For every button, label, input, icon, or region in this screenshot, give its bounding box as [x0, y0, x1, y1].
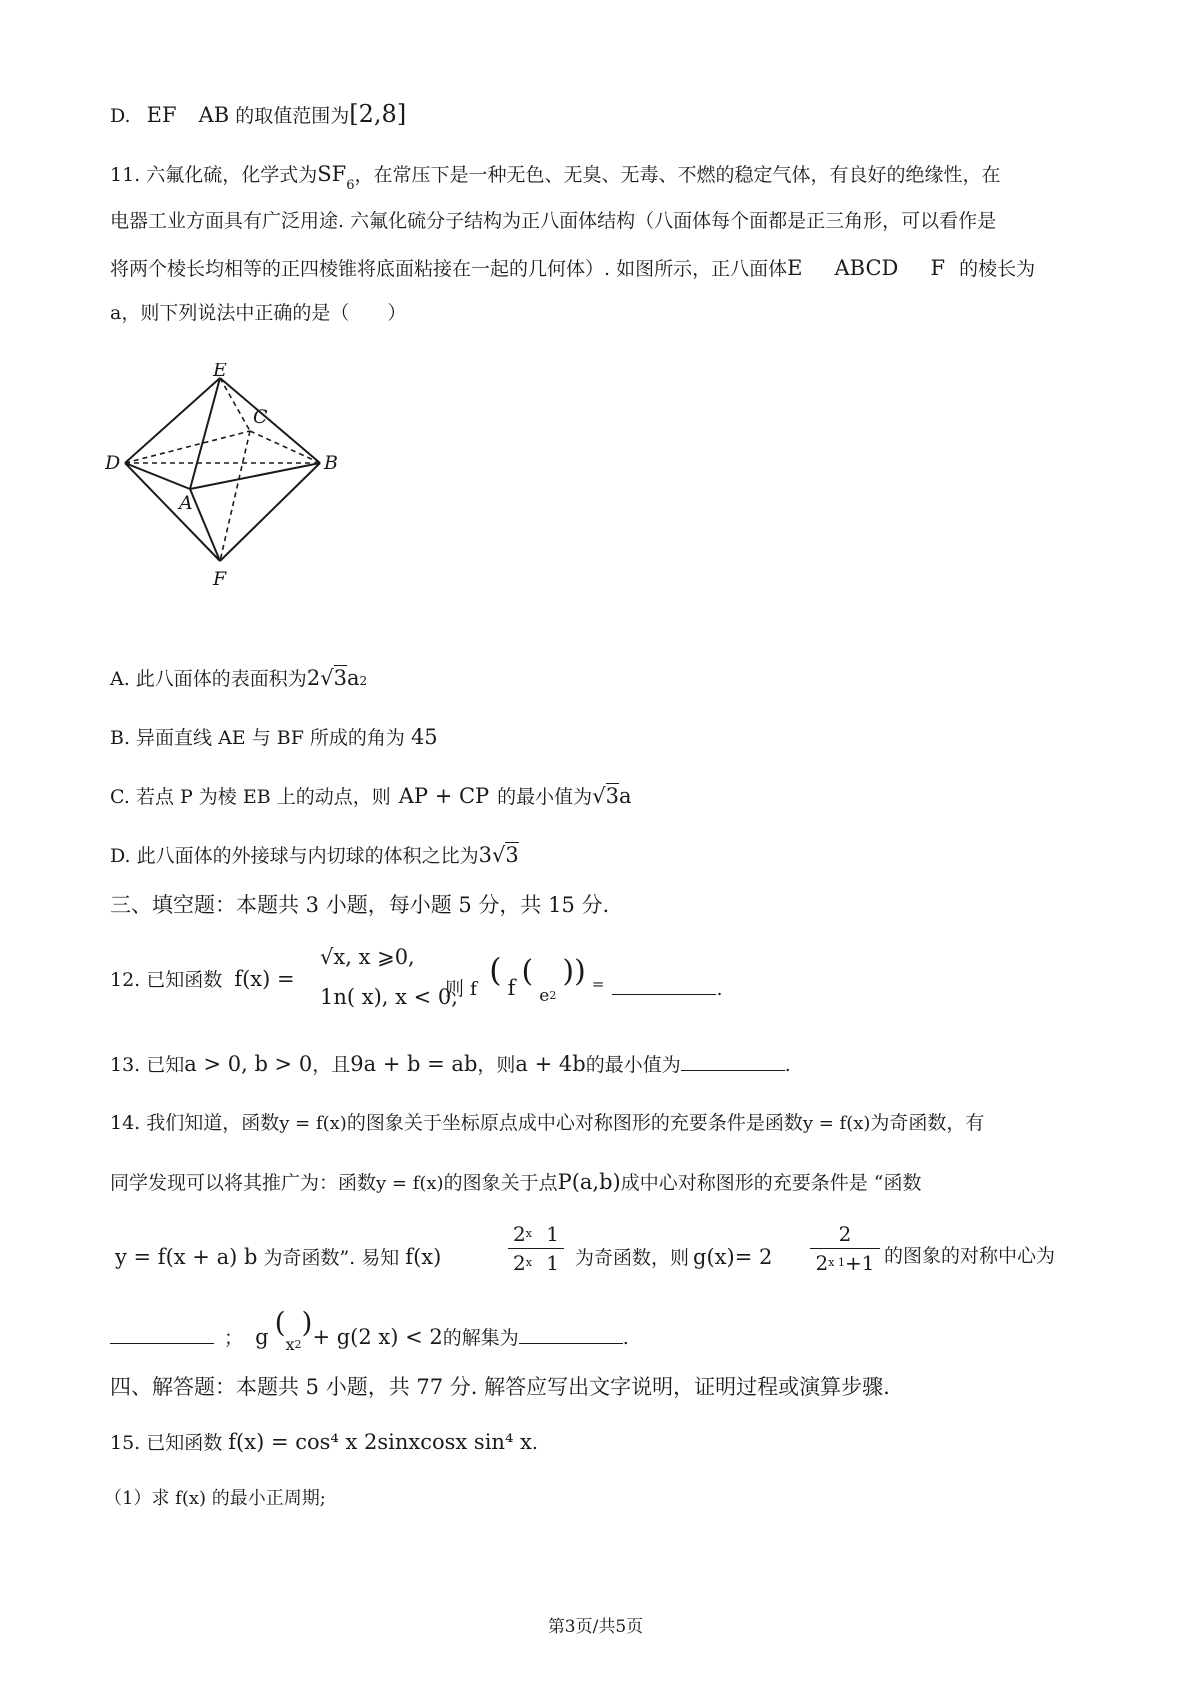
sqrt-sign: √ — [320, 666, 334, 690]
den: 2 — [815, 1251, 829, 1275]
coef: 3 — [478, 843, 493, 867]
q13-text: ，则 — [477, 1054, 516, 1076]
q12-case-2: 1n( x), x < 0, — [320, 985, 458, 1009]
q11-line4 — [110, 302, 406, 325]
e-const: e — [539, 986, 550, 1006]
formula-subscript: 6 — [346, 178, 355, 193]
label-d: D — [105, 452, 121, 474]
q13-text: 的最小值为 — [585, 1054, 681, 1076]
inner-f: f — [507, 976, 516, 1000]
q11-text: 的棱长为 — [959, 258, 1036, 280]
q11-text: ，在常压下是一种无色、无臭、无毒、不燃的稳定气体，有良好的绝缘性，在 — [354, 164, 1001, 186]
q14-text: 同学发现可以将其推广为：函数 — [110, 1172, 377, 1194]
e-exponent: 2 — [549, 989, 557, 1002]
q14-line1 — [110, 1112, 984, 1135]
q11-option-a — [110, 666, 367, 691]
function-expr: y = f(x) — [802, 1113, 871, 1134]
function-expr: y = f(x) — [376, 1173, 444, 1194]
vertex-e: E — [787, 256, 803, 280]
x-exponent: 2 — [294, 1338, 302, 1351]
q11-text: 将两个棱长均相等的正四棱锥将底面粘接在一起的几何体）. 如图所示，正八面体 — [110, 258, 788, 280]
num-exp: x — [525, 1227, 532, 1240]
var-x: x — [285, 1335, 295, 1354]
label-f: F — [213, 568, 227, 590]
q14-line3-c: 的图象的对称中心为 — [884, 1245, 1056, 1267]
q14-text: 的图象关于坐标原点成中心对称图形的充要条件是函数 — [346, 1112, 803, 1134]
octahedron-figure — [105, 363, 355, 603]
q13-text: 13. 已知 — [110, 1054, 185, 1076]
q11-option-b — [110, 725, 438, 750]
label-b: B — [324, 452, 338, 474]
q14-text: 的图象关于点 — [443, 1172, 558, 1194]
radicand: 3 — [505, 843, 519, 867]
q12-prefix — [110, 967, 295, 992]
q13: 13. 已知a > 0, b > 0，且9a + b = ab，则a + 4b的最小值为 . — [110, 1052, 791, 1076]
answer-blank-1[interactable] — [110, 1343, 214, 1344]
q14-line4: ； g $(_{x2})+ g(2$ x) < 2的解集为 . — [110, 1318, 629, 1352]
paren-close: )) — [562, 954, 586, 989]
sqrt-sign: √ — [492, 843, 506, 867]
function-f: f(x) = cos⁴ x 2sinxcosx sin⁴ x — [228, 1430, 532, 1454]
fraction-1-denominator — [508, 1249, 564, 1275]
den-exp: x 1 — [828, 1256, 845, 1269]
function-g: g(x)= 2 — [693, 1245, 773, 1269]
paren-open-2: ( — [521, 954, 534, 989]
separator: ； — [224, 1327, 244, 1349]
q15 — [110, 1430, 538, 1455]
q10-option-d — [110, 100, 406, 129]
function-f: f(x) — [405, 1245, 442, 1269]
var: a — [618, 784, 632, 808]
radicand: 3 — [605, 784, 619, 808]
q14-line3 — [115, 1245, 441, 1270]
den-b: +1 — [844, 1251, 875, 1275]
section-3-heading: 三、填空题：本题共 3 小题，每小题 5 分，共 15 分. — [110, 893, 610, 917]
paren-open: ( — [489, 951, 502, 989]
vector-ab: AB — [198, 103, 230, 127]
answer-blank-2[interactable] — [519, 1343, 623, 1344]
answer-blank[interactable] — [681, 1070, 785, 1071]
q11-line2 — [110, 210, 996, 233]
q11-option-c — [110, 784, 631, 809]
inequality: + g(2 x) < 2 — [312, 1325, 443, 1349]
condition: a > 0, b > 0 — [184, 1052, 313, 1076]
option-letter: D. — [110, 105, 131, 127]
q14-text: 为奇函数”. 易知 — [263, 1247, 400, 1269]
sqrt-sign: √ — [320, 945, 334, 969]
vertex-f: F — [930, 256, 946, 280]
q14-text: 成中心对称图形的充要条件是 “函数 — [620, 1172, 922, 1194]
shifted-function: y = f(x + a) b — [115, 1245, 258, 1269]
period: . — [531, 1432, 538, 1454]
var: a — [346, 666, 360, 690]
vertex-abcd: ABCD — [834, 256, 899, 280]
exponent: 2 — [359, 674, 368, 688]
q14-text: 为奇函数，则 — [575, 1247, 690, 1269]
range-value: [2,8] — [349, 100, 407, 128]
num: 2 — [512, 1222, 526, 1246]
expression: AP + CP — [398, 784, 490, 808]
fraction-2-numerator: 2 — [810, 1222, 880, 1249]
num-b: 1 — [546, 1222, 560, 1246]
q11-text: 11. 六氟化硫，化学式为 — [110, 164, 318, 186]
q11-line1 — [110, 162, 1001, 193]
paren-close: ) — [301, 1306, 313, 1339]
q11-line3 — [110, 256, 1035, 281]
vector-ef: EF — [146, 103, 177, 127]
q14-text: 的解集为 — [442, 1327, 519, 1349]
q14-line3-b — [575, 1245, 772, 1270]
point-p: P(a,b) — [557, 1170, 621, 1194]
answer-blank[interactable] — [612, 994, 716, 995]
option-text: D. 此八面体的外接球与内切球的体积之比为 — [110, 845, 479, 867]
function-f: f(x) = — [234, 967, 295, 991]
option-text: C. 若点 P 为棱 EB 上的动点，则 — [110, 786, 391, 808]
q15-text: 15. 已知函数 — [110, 1432, 223, 1454]
section-4-heading: 四、解答题：本题共 5 小题，共 77 分. 解答应写出文字说明，证明过程或演算步骤. — [110, 1375, 890, 1399]
equation: 9a + b = ab — [350, 1052, 478, 1076]
q12-text: 12. 已知函数 — [110, 969, 223, 991]
coef: 2 — [306, 666, 321, 690]
fraction-1-numerator — [508, 1222, 564, 1249]
fraction-2 — [810, 1222, 880, 1275]
option-text: B. 异面直线 AE 与 BF 所成的角为 — [110, 727, 405, 749]
q15-part-1: （1）求 f(x) 的最小正周期; — [104, 1488, 326, 1509]
fraction-2-denominator — [810, 1249, 880, 1275]
q14-text: 14. 我们知道，函数 — [110, 1112, 280, 1134]
sqrt-sign: √ — [592, 784, 606, 808]
page-footer: 第3页/共5页 — [547, 1617, 644, 1637]
label-a: A — [179, 492, 193, 514]
den-b: 1 — [546, 1251, 560, 1275]
option-text: A. 此八面体的表面积为 — [110, 668, 307, 690]
den-exp: x — [525, 1256, 532, 1269]
q11-text: a，则下列说法中正确的是（ ） — [110, 302, 407, 324]
q12-text: 则 f — [445, 978, 478, 1000]
den: 2 — [512, 1251, 526, 1275]
fraction-1 — [508, 1222, 564, 1275]
q14-line2 — [110, 1170, 922, 1195]
equals: = — [591, 975, 605, 993]
label-e: E — [213, 363, 227, 381]
angle-value: 45 — [410, 725, 438, 749]
option-text: 的最小值为 — [497, 786, 593, 808]
paren-open: ( — [274, 1306, 286, 1339]
target-expr: a + 4b — [515, 1052, 586, 1076]
q12-case-1 — [320, 945, 415, 970]
q13-text: ，且 — [312, 1054, 351, 1076]
function-expr: y = f(x) — [279, 1113, 347, 1134]
q12-composition: 则 f ( f ( $e_2$ )) = . — [445, 951, 723, 1006]
label-c: C — [253, 406, 268, 428]
q11-text: 电器工业方面具有广泛用途. 六氟化硫分子结构为正八面体结构（八面体每个面都是正三角形，可以看作是 — [110, 210, 997, 232]
q11-option-d — [110, 843, 519, 868]
case-text: x, x ⩾0, — [333, 945, 415, 969]
option-text: 的取值范围为 — [235, 105, 350, 127]
function-g: g — [255, 1325, 269, 1349]
radicand: 3 — [333, 666, 347, 690]
q14-text: 为奇函数，有 — [870, 1112, 985, 1134]
formula-sf: SF — [317, 162, 347, 186]
